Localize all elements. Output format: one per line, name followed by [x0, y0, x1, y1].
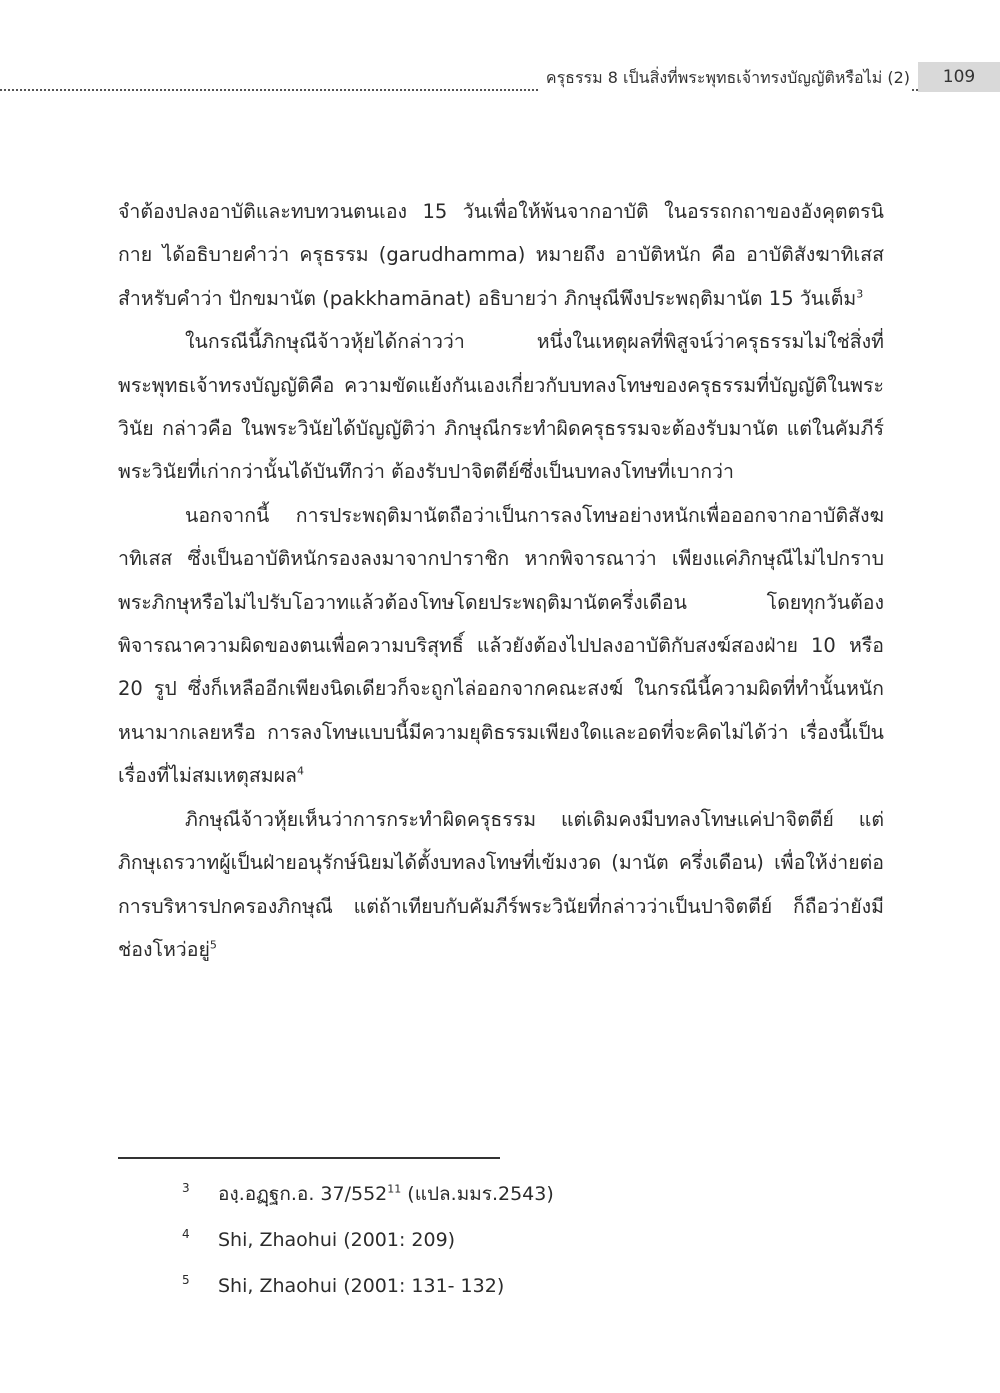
footnote-text-suffix: (แปล.มมร.2543) [401, 1183, 554, 1205]
paragraph-text: ภิกษุณีจ้าวหุ้ยเห็นว่าการกระทำผิดครุธรรม แต่เดิมคงมีบทลงโทษแค่ปาจิตตีย์ แต่ภิกษุเถรวาทผู้เป็นฝ่ายอนุรักษ์นิยมได้ตั้งบทลงโทษที่เข้มงวด (มานัต ครึ่งเดือน) เพื่อให้ง่ายต่อการบริหารปกครองภิกษุณี แต่ถ้าเทียบกับคัมภีร์พระวินัยที่กล่าวว่าเป็นปาจิตตีย์ ก็ถือว่ายังมีช่องโหว่อยู่ [118, 807, 884, 961]
footnote-superscript: 11 [387, 1182, 402, 1196]
footnote-text: องฺ.อฏฺฐก.อ. 37/552 [218, 1183, 388, 1205]
footnote-ref[interactable]: 3 [856, 287, 864, 301]
footnote-number: 4 [182, 1227, 190, 1241]
footnote-item [182, 1222, 882, 1268]
footnote-text: Shi, Zhaohui (2001: 131- 132) [218, 1275, 505, 1297]
footnote-item [182, 1176, 882, 1222]
running-head [0, 62, 1000, 96]
body-text [118, 190, 884, 971]
footnote-text: Shi, Zhaohui (2001: 209) [218, 1229, 456, 1251]
footnote-number: 5 [182, 1273, 190, 1287]
page-number: 109 [918, 62, 1000, 92]
paragraph-text: จำต้องปลงอาบัติและทบทวนตนเอง 15 วันเพื่อให้พ้นจากอาบัติ ในอรรถกถาของอังคุตตรนิกาย ได้อธิบายคำว่า ครุธรรม (garudhamma) หมายถึง อาบัติหนัก คือ อาบัติสังฆาทิเสส สำหรับคำว่า ปักขมานัต (pakkhamānat) อธิบายว่า ภิกษุณีพึงประพฤติมานัต 15 วันเต็ม [118, 200, 884, 310]
running-head-title: ครุธรรม 8 เป็นสิ่งที่พระพุทธเจ้าทรงบัญญัติหรือไม่ (2) [540, 66, 910, 91]
paragraph-text: ในกรณีนี้ภิกษุณีจ้าวหุ้ยได้กล่าวว่า หนึ่งในเหตุผลที่พิสูจน์ว่าครุธรรมไม่ใช่สิ่งที่พระพุทธเจ้าทรงบัญญัติคือ ความขัดแย้งกันเองเกี่ยวกับบทลงโทษของครุธรรมที่บัญญัติในพระวินัย กล่าวคือ ในพระวินัยได้บัญญัติว่า ภิกษุณีกระทำผิดครุธรรมจะต้องรับมานัต แต่ในคัมภีร์พระวินัยที่เก่ากว่านั้นได้บันทึกว่า ต้องรับปาจิตตีย์ซึ่งเป็นบทลงโทษที่เบากว่า [118, 330, 884, 484]
paragraph [118, 494, 884, 798]
footnotes [182, 1176, 882, 1314]
footnote-number: 3 [182, 1181, 190, 1195]
footnote-divider [118, 1157, 500, 1159]
paragraph [118, 798, 884, 972]
footnote-item [182, 1268, 882, 1314]
footnote-ref[interactable]: 5 [209, 938, 217, 952]
footnote-ref[interactable]: 4 [296, 764, 304, 778]
paragraph-text: นอกจากนี้ การประพฤติมานัตถือว่าเป็นการลงโทษอย่างหนักเพื่อออกจากอาบัติสังฆาทิเสส ซึ่งเป็นอาบัติหนักรองลงมาจากปาราชิก หากพิจารณาว่า เพียงแค่ภิกษุณีไม่ไปกราบพระภิกษุหรือไม่ไปรับโอวาทแล้วต้องโทษโดยประพฤติมานัตครึ่งเดือน โดยทุกวันต้องพิจารณาความผิดของตนเพื่อความบริสุทธิ์ แล้วยังต้องไปปลงอาบัติกับสงฆ์สองฝ่าย 10 หรือ 20 รูป ซึ่งก็เหลืออีกเพียงนิดเดียวก็จะถูกไล่ออกจากคณะสงฆ์ ในกรณีนี้ความผิดที่ทำนั้นหนักหนามากเลยหรือ การลงโทษแบบนี้มีความยุติธรรมเพียงใดและอดที่จะคิดไม่ได้ว่า เรื่องนี้เป็นเรื่องที่ไม่สมเหตุสมผล [118, 503, 884, 788]
paragraph [118, 320, 884, 494]
paragraph [118, 190, 884, 320]
